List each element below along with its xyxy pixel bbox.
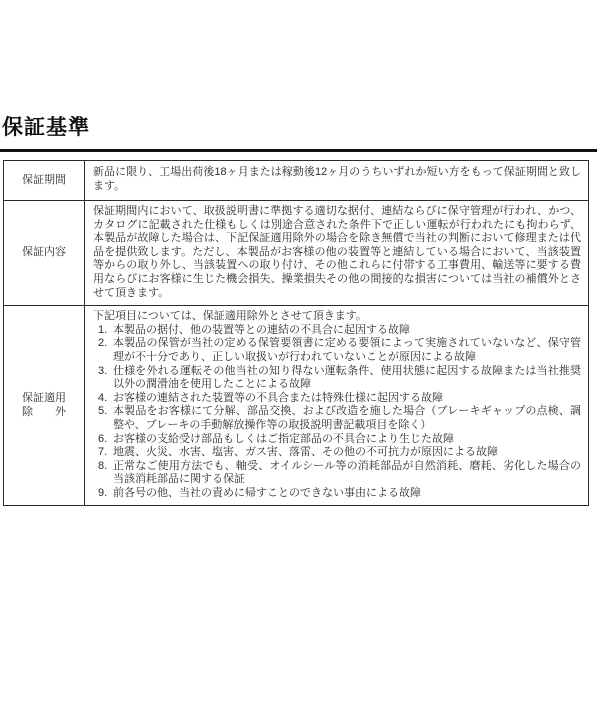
row-label-warranty-exclusions [4, 306, 85, 506]
exclusion-item-text: お客様の支給受け部品もしくはご指定部品の不具合により生じた故障 [113, 432, 454, 445]
exclusion-item-text: 前各号の他、当社の責めに帰すことのできない事由による故障 [113, 486, 421, 499]
row-content-warranty-coverage: 保証期間内において、取扱説明書に準拠する適切な据付、連結ならびに保守管理が行われ、かつ、カタログに記載された仕様もしくは別途合意された条件下で正しい運転が行われたにも拘わらず、本製品が故障した場合は、下記保証適用除外の場合を除き無償で当社の判断において修理または代品を提供致します。ただし、本製品がお客様の他の装置等と連結している場合において、当該装置等からの取り外し、当該装置への取り付け、その他これらに付帯する工事費用、輸送等に要する費用ならびにお客様に生じた機会損失、操業損失その他の間接的な損害については当社の補償外とさせて頂きます。 [85, 201, 589, 306]
exclusion-item-text: 正常なご使用方法でも、軸受、オイルシール等の消耗部品が自然消耗、磨耗、劣化した場合の当該消耗部品に関する保証 [113, 459, 581, 486]
exclusion-item [93, 337, 581, 364]
exclusion-item [93, 324, 581, 338]
row-content-warranty-period: 新品に限り、工場出荷後18ヶ月または稼動後12ヶ月のうちいずれか短い方をもって保証期間と致します。 [85, 161, 589, 201]
exclusion-item-number: 4. [98, 391, 108, 404]
exclusion-item-number: 3. [98, 364, 108, 377]
exclusion-item-text: 本製品の据付、他の装置等との連結の不具合に起因する故障 [113, 323, 410, 336]
warranty-table [3, 160, 589, 506]
row-label-warranty-coverage: 保証内容 [4, 201, 85, 306]
table-row-warranty-exclusions [4, 306, 589, 506]
warranty-document-page [0, 116, 600, 506]
exclusion-item-text: 本製品をお客様にて分解、部品交換、および改造を施した場合（ブレーキギャップの点検、調整や、ブレーキの手動解放操作等の取扱説明書記載項目を除く） [113, 405, 581, 431]
exclusion-item-number: 2. [98, 337, 108, 350]
exclusions-label-line2: 除 外 [22, 405, 66, 418]
exclusions-label-line1: 保証適用 [22, 392, 66, 405]
exclusion-item-text: 地震、火災、水害、塩害、ガス害、落雷、その他の不可抗力が原因による故障 [113, 446, 498, 459]
table-row-warranty-coverage [4, 201, 589, 306]
exclusion-item-number: 7. [98, 446, 108, 459]
exclusion-item [93, 365, 581, 392]
exclusion-item-number: 1. [98, 323, 108, 336]
exclusion-item-number: 6. [98, 432, 108, 445]
exclusion-item [93, 460, 581, 487]
row-label-warranty-period: 保証期間 [4, 161, 85, 201]
exclusion-item-number: 9. [98, 486, 108, 499]
exclusion-item-number: 8. [98, 459, 108, 472]
exclusion-item [93, 392, 581, 406]
exclusion-item-text: 仕様を外れる運転その他当社の知り得ない運転条件、使用状態に起因する故障または当社推奨以外の潤滑油を使用したことによる故障 [113, 364, 581, 391]
table-row-warranty-period [4, 161, 589, 201]
page-title: 保証基準 [2, 116, 90, 139]
exclusion-item [93, 405, 581, 432]
exclusion-item [93, 446, 581, 460]
exclusion-item-text: 本製品の保管が当社の定める保管要領書に定める要領によって実施されていないなど、保守管理が不十分であり、正しい取扱いが行われていないことが原因による故障 [113, 337, 581, 363]
exclusion-item [93, 487, 581, 501]
exclusion-item [93, 433, 581, 447]
row-content-warranty-exclusions [85, 306, 589, 506]
title-underline-rule [0, 149, 597, 152]
exclusions-intro: 下記項目については、保証適用除外とさせて頂きます。 [93, 310, 367, 323]
exclusion-item-number: 5. [98, 405, 108, 418]
exclusion-item-text: お客様の連結された装置等の不具合または特殊仕様に起因する故障 [113, 391, 443, 404]
